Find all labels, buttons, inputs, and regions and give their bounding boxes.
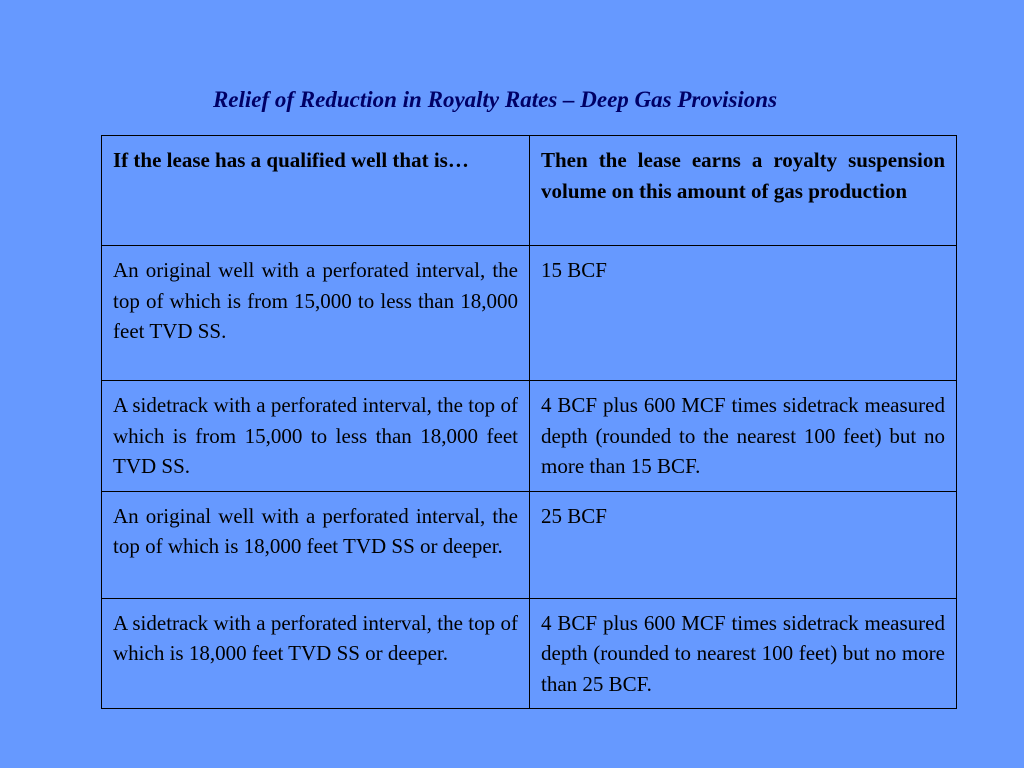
condition-cell: An original well with a perforated interval, the top of which is from 15,000 to less than 18,000 feet TVD SS. (102, 246, 530, 381)
table-row (102, 381, 957, 492)
condition-cell: A sidetrack with a perforated interval, the top of which is 18,000 feet TVD SS or deeper. (102, 598, 530, 709)
volume-cell: 15 BCF (530, 246, 957, 381)
volume-cell: 4 BCF plus 600 MCF times sidetrack measured depth (rounded to the nearest 100 feet) but no more than 15 BCF. (530, 381, 957, 492)
header-volume: Then the lease earns a royalty suspension volume on this amount of gas production (530, 136, 957, 246)
table-row (102, 246, 957, 381)
condition-cell: A sidetrack with a perforated interval, the top of which is from 15,000 to less than 18,000 feet TVD SS. (102, 381, 530, 492)
table-row (102, 598, 957, 709)
table-header-row (102, 136, 957, 246)
table-row (102, 491, 957, 598)
volume-cell: 4 BCF plus 600 MCF times sidetrack measured depth (rounded to nearest 100 feet) but no more than 25 BCF. (530, 598, 957, 709)
condition-cell: An original well with a perforated interval, the top of which is 18,000 feet TVD SS or deeper. (102, 491, 530, 598)
volume-cell: 25 BCF (530, 491, 957, 598)
header-condition: If the lease has a qualified well that is… (102, 136, 530, 246)
provisions-table (101, 135, 957, 709)
slide-title: Relief of Reduction in Royalty Rates – Deep Gas Provisions (212, 87, 778, 112)
